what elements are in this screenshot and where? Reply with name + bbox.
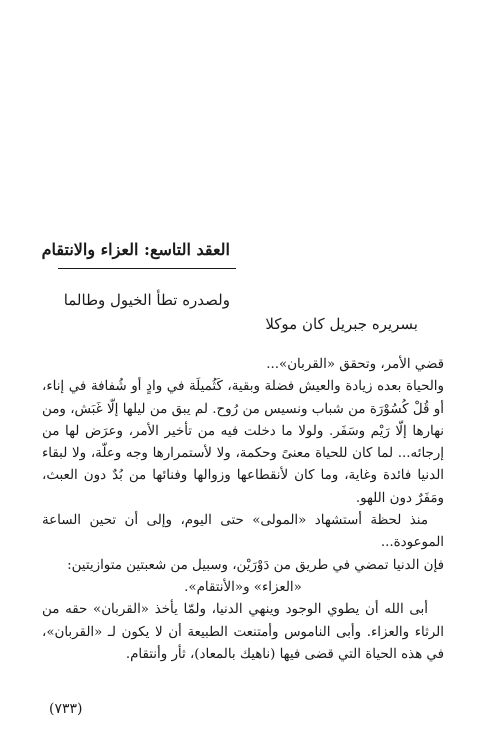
paragraph-two-paths: فإن الدنيا تمضي في طريق من دَوْرَيْن، وسبيل من شعبتين متوازيتين: (67, 557, 444, 573)
paragraph-god-refused: أبى الله أن يطوي الوجود وينهي الدنيا، ولمّا يأخذ «القربان» حقه من الرثاء والعزاء. وأبى الناموس وأمتنعت الطبيعة أن لا يكون لـ «القربان»، في هذه الحياة التي قضى فيها (ناهيك بالمعاد)، ثأر وأنتقام. (42, 602, 444, 662)
paragraph-consolation-revenge: «العزاء» و«الأنتقام». (184, 579, 302, 595)
page-number: (٧٣٣) (49, 701, 83, 717)
paragraph-life-after: والحياة بعده زيادة والعيش فضلة وبقية، كَثُميلَة في وادٍ أو شُفافة في إناء، أو قُلْ كُسُوْرَة من شباب ونسيس من رُوح. لم يبق من ليلها إلّا غَبَش، ومن نهارها إلّا رَيْم وسَفَر. ولولا ما دخلت فيه من تأخير الأمر، وعرَض لها من إرجائه... لما كان للحياة معنىً وحكمة، ولا لأستمرارها وجه وعلّة، ولا لبقاء الدنيا فائدة وغاية، وما كان لأنقطاعها وزوالها وفنائها من بُدٌ دون العبث، ومَفَرٌ دون اللهو. (42, 379, 444, 506)
chapter-title: العقد التاسع: العزاء والانتقام (41, 240, 230, 259)
poem-verse-first-hemistich: ولصدره تطأ الخيول وطالما (63, 291, 230, 309)
paragraph-since-martyrdom: منذ لحظة أستشهاد «المولى» حتى اليوم، وإلى أن تحين الساعة الموعودة... (42, 513, 444, 551)
poem-verse-second-hemistich: بسريره جبريل كان موكلا (265, 315, 418, 333)
title-underline (58, 268, 236, 269)
body-text (42, 354, 444, 666)
paragraph-sacrifice-fulfilled: قضي الأمر، وتحقق «القربان»... (266, 357, 444, 372)
